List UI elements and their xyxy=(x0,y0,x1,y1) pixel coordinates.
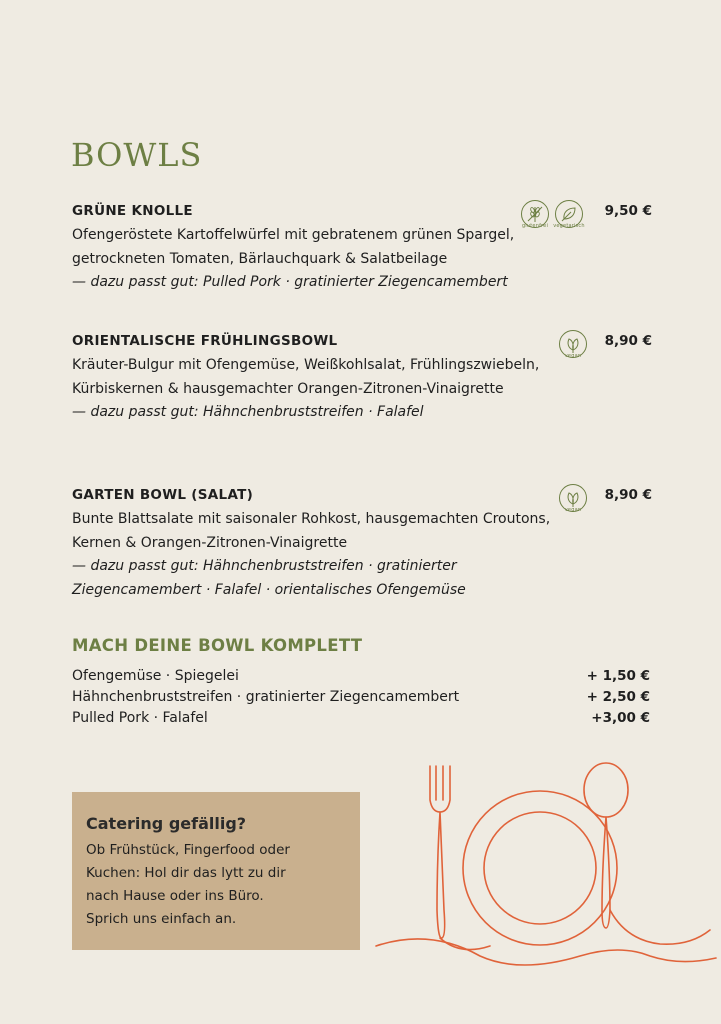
extra-label: Hähnchenbruststreifen · gratinierter Ziegencamembert xyxy=(72,689,460,705)
catering-title: Catering gefällig? xyxy=(86,814,247,833)
diet-badges xyxy=(520,199,584,229)
catering-text: Ob Frühstück, Fingerfood oder Kuchen: Hol dir das lytt zu dir nach Hause oder ins Büro. Sprich uns einfach an. xyxy=(86,842,290,927)
item-price: 8,90 € xyxy=(604,487,652,503)
list-item xyxy=(72,687,650,708)
item-pairing: — dazu passt gut: Hähnchenbruststreifen · gratinierter Ziegencamembert · Falafel · orientalisches Ofengemüse xyxy=(72,558,466,598)
vegan-icon xyxy=(558,329,588,359)
extra-price: +3,00 € xyxy=(591,710,650,726)
extras-list xyxy=(72,666,650,729)
item-description: Ofengeröstete Kartoffelwürfel mit gebratenem grünen Spargel, getrockneten Tomaten, Bärlauchquark & Salatbeilage xyxy=(72,227,515,267)
item-name: GARTEN BOWL (SALAT) xyxy=(72,487,254,503)
diet-badges xyxy=(558,483,588,513)
page-title: BOWLS xyxy=(71,136,203,174)
list-item xyxy=(72,666,650,687)
diet-badges xyxy=(558,329,588,359)
vegetarian-icon xyxy=(554,199,584,229)
badge-label: glutenfrei xyxy=(521,223,549,229)
extra-label: Pulled Pork · Falafel xyxy=(72,710,208,726)
extra-label: Ofengemüse · Spiegelei xyxy=(72,668,239,684)
menu-item xyxy=(72,333,652,425)
item-name: GRÜNE KNOLLE xyxy=(72,203,193,219)
vegan-icon xyxy=(558,483,588,513)
item-pairing: — dazu passt gut: Hähnchenbruststreifen · Falafel xyxy=(72,404,424,420)
catering-box xyxy=(72,792,360,950)
item-pairing: — dazu passt gut: Pulled Pork · gratinierter Ziegencamembert xyxy=(72,274,508,290)
gluten-free-icon xyxy=(520,199,550,229)
badge-label: vegetarisch xyxy=(553,223,585,229)
item-description: Kräuter-Bulgur mit Ofengemüse, Weißkohlsalat, Frühlingszwiebeln, Kürbiskernen & hausgemachter Orangen-Zitronen-Vinaigrette xyxy=(72,357,540,397)
item-description: Bunte Blattsalate mit saisonaler Rohkost, hausgemachten Croutons, Kernen & Orangen-Zitronen-Vinaigrette xyxy=(72,511,551,551)
item-name: ORIENTALISCHE FRÜHLINGSBOWL xyxy=(72,333,338,349)
list-item xyxy=(72,708,650,729)
extra-price: + 1,50 € xyxy=(586,668,650,684)
extra-price: + 2,50 € xyxy=(586,689,650,705)
item-price: 8,90 € xyxy=(604,333,652,349)
menu-item xyxy=(72,203,652,295)
extras-title: MACH DEINE BOWL KOMPLETT xyxy=(72,636,363,655)
item-price: 9,50 € xyxy=(604,203,652,219)
plate-fork-spoon-line-art-icon xyxy=(370,760,721,980)
menu-item xyxy=(72,487,652,602)
badge-label: vegan xyxy=(564,507,582,513)
badge-label: vegan xyxy=(564,353,582,359)
